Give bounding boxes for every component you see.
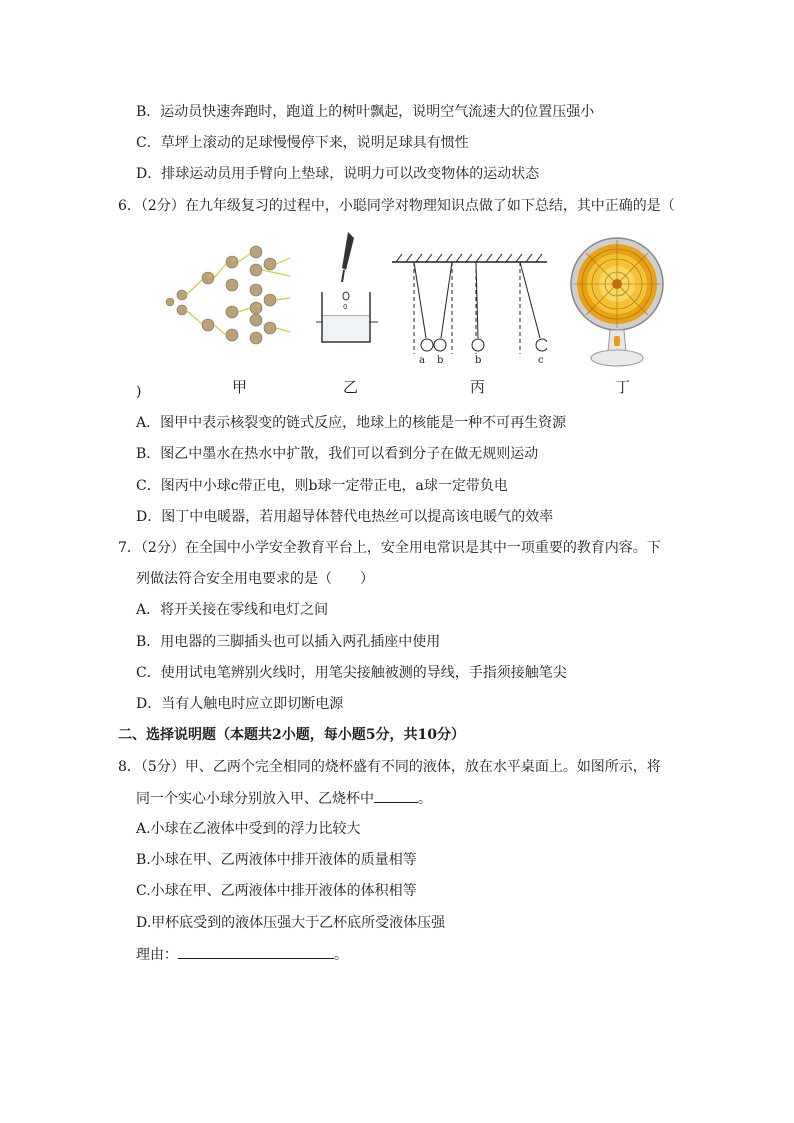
q7-option-d: D．当有人触电时应立即切断电源 xyxy=(136,696,344,712)
reason-label: 理由： xyxy=(136,947,178,963)
section-2-heading: 二、选择说明题（本题共2小题，每小题5分，共10分） xyxy=(118,727,465,743)
figure-jia-chain-reaction xyxy=(150,240,300,350)
caption-ding: 丁 xyxy=(615,378,631,396)
caption-bing: 丙 xyxy=(470,378,486,396)
q6-option-a: A．图甲中表示核裂变的链式反应，地球上的核能是一种不可再生资源 xyxy=(136,415,567,431)
ball-label-b: b xyxy=(437,355,444,366)
q5-option-b: B．运动员快速奔跑时，跑道上的树叶飘起，说明空气流速大的位置压强小 xyxy=(136,104,595,120)
beaker-mark: 0 xyxy=(343,303,348,311)
q8-stem-line1: 8．（5分）甲、乙两个完全相同的烧杯盛有不同的液体，放在水平桌面上。如图所示，将 xyxy=(118,759,661,775)
q8-option-b: B.小球在甲、乙两液体中排开液体的质量相等 xyxy=(136,852,417,868)
figure-yi-beaker xyxy=(312,230,382,350)
q6-option-c: C．图丙中小球c带正电，则b球一定带正电，a球一定带负电 xyxy=(136,478,508,494)
q6-stem: 6．（2分）在九年级复习的过程中，小聪同学对物理知识点做了如下总结，其中正确的是（ xyxy=(118,198,675,214)
q7-option-c: C．使用试电笔辨别火线时，用笔尖接触被测的导线，手指须接触笔尖 xyxy=(136,665,567,681)
q7-option-a: A．将开关接在零线和电灯之间 xyxy=(136,602,329,618)
q6-option-d: D．图丁中电暖器，若用超导体替代电热丝可以提高该电暖气的效率 xyxy=(136,509,554,525)
ball-label-a: a xyxy=(419,355,425,366)
figure-bing-charged-balls xyxy=(392,250,547,368)
q5-option-c: C．草坪上滚动的足球慢慢停下来，说明足球具有惯性 xyxy=(136,135,469,151)
q8-answer-blank[interactable] xyxy=(374,788,418,803)
q6-stem-close: ) xyxy=(136,384,142,400)
caption-yi: 乙 xyxy=(343,378,359,396)
ball-label-b2: b xyxy=(475,355,482,366)
figure-ding-heater xyxy=(570,234,665,369)
q6-option-b: B．图乙中墨水在热水中扩散，我们可以看到分子在做无规则运动 xyxy=(136,446,539,462)
q8-stem-text: 同一个实心小球分别放入甲、乙烧杯中 xyxy=(136,791,374,807)
q8-option-c: C.小球在甲、乙两液体中排开液体的体积相等 xyxy=(136,883,417,899)
q7-stem-line2: 列做法符合安全用电要求的是（ ） xyxy=(136,571,374,587)
reason-end: 。 xyxy=(334,947,348,963)
q5-option-d: D．排球运动员用手臂向上垫球，说明力可以改变物体的运动状态 xyxy=(136,166,540,182)
q8-option-d: D.甲杯底受到的液体压强大于乙杯底所受液体压强 xyxy=(136,915,446,931)
caption-jia: 甲 xyxy=(232,378,248,396)
q8-option-a: A.小球在乙液体中受到的浮力比较大 xyxy=(136,821,361,837)
ball-label-c: c xyxy=(538,355,544,366)
reason-answer-blank[interactable] xyxy=(178,944,334,959)
q8-stem-line2 xyxy=(136,788,432,809)
q7-stem-line1: 7．（2分）在全国中小学安全教育平台上，安全用电常识是其中一项重要的教育内容。下 xyxy=(118,540,661,556)
q8-reason-line xyxy=(136,944,348,965)
q7-option-b: B．用电器的三脚插头也可以插入两孔插座中使用 xyxy=(136,634,441,650)
q8-stem-end: 。 xyxy=(418,791,432,807)
